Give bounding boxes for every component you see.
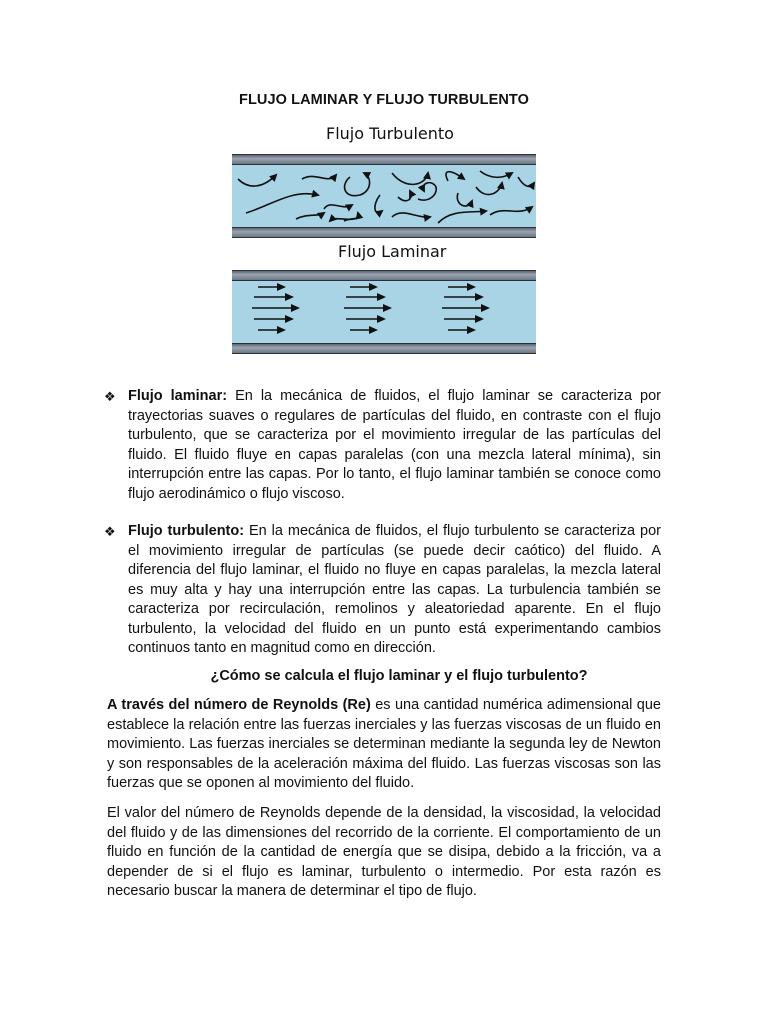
laminar-arrows [232,281,536,343]
diamond-bullet-icon: ❖ [104,389,116,404]
document-title: FLUJO LAMINAR Y FLUJO TURBULENTO [239,92,529,108]
bullet-text: En la mecánica de fluidos, el flujo laminar se caracteriza por trayectorias suaves o regulares de partículas del fluido, en contraste con el flujo turbulento, que se caracteriza por el movimiento irregular de las partículas del fluido. El fluido fluye en capas paralelas (con una mezcla lateral mínima), sin interrupción entre las capas. Por lo tanto, el flujo laminar también se conoce como flujo aerodinámico o flujo viscoso. [128,388,661,502]
bullet-text: En la mecánica de fluidos, el flujo turbulento se caracteriza por el movimiento irregular de partículas (se puede decir caótico) del fluido. A diferencia del flujo laminar, el fluido no fluye en capas paralelas, la mezcla lateral es muy alta y hay una interrupción entre las capas. La turbulencia también se caracteriza por recirculación, remolinos y aleatoriedad aparente. En el flujo turbulento, la velocidad del fluido en un punto está experimentando cambios continuos tanto en magnitud como en dirección. [128,523,662,656]
laminar-pipe [232,270,536,354]
bullet-term: Flujo turbulento: [128,523,245,539]
pipe-wall-bottom [232,227,536,238]
pipe-wall-bottom [232,343,536,354]
bullet-laminar [104,387,661,504]
reynolds-paragraph [107,696,661,794]
flow-figure [232,120,536,356]
turbulent-arrows [232,165,536,227]
reynolds-text: es una cantidad numérica adimensional que establece la relación entre las fuerzas inerciales y las fuerzas viscosas de un fluido en movimiento. Las fuerzas inerciales se determinan mediante la segunda ley de Newton y son responsables de la aceleración máxima del fluido. Las fuerzas viscosas son las fuerzas que se oponen al movimiento del fluido. [107,697,661,791]
bullet-turbulent [104,522,662,659]
pipe-wall-top [232,270,536,281]
pipe-wall-top [232,154,536,165]
reynolds-term: A través del número de Reynolds (Re) [107,697,371,713]
turbulent-fluid [232,165,536,227]
turbulent-flow-label: Flujo Turbulento [326,124,454,143]
laminar-fluid [232,281,536,343]
diamond-bullet-icon: ❖ [104,524,116,539]
bullet-term: Flujo laminar: [128,388,228,404]
laminar-flow-label: Flujo Laminar [338,242,447,261]
turbulent-pipe [232,154,536,238]
section-question: ¿Cómo se calcula el flujo laminar y el flujo turbulento? [210,668,588,684]
reynolds-paragraph-2: El valor del número de Reynolds depende de la densidad, la viscosidad, la velocidad del fluido y de las dimensiones del recorrido de la corriente. El comportamiento de un fluido en función de la cantidad de energía que se disipa, debido a la fricción, va a depender de si el flujo es laminar, turbulento o intermedio. Por esta razón es necesario buscar la manera de determinar el tipo de flujo. [107,805,661,899]
